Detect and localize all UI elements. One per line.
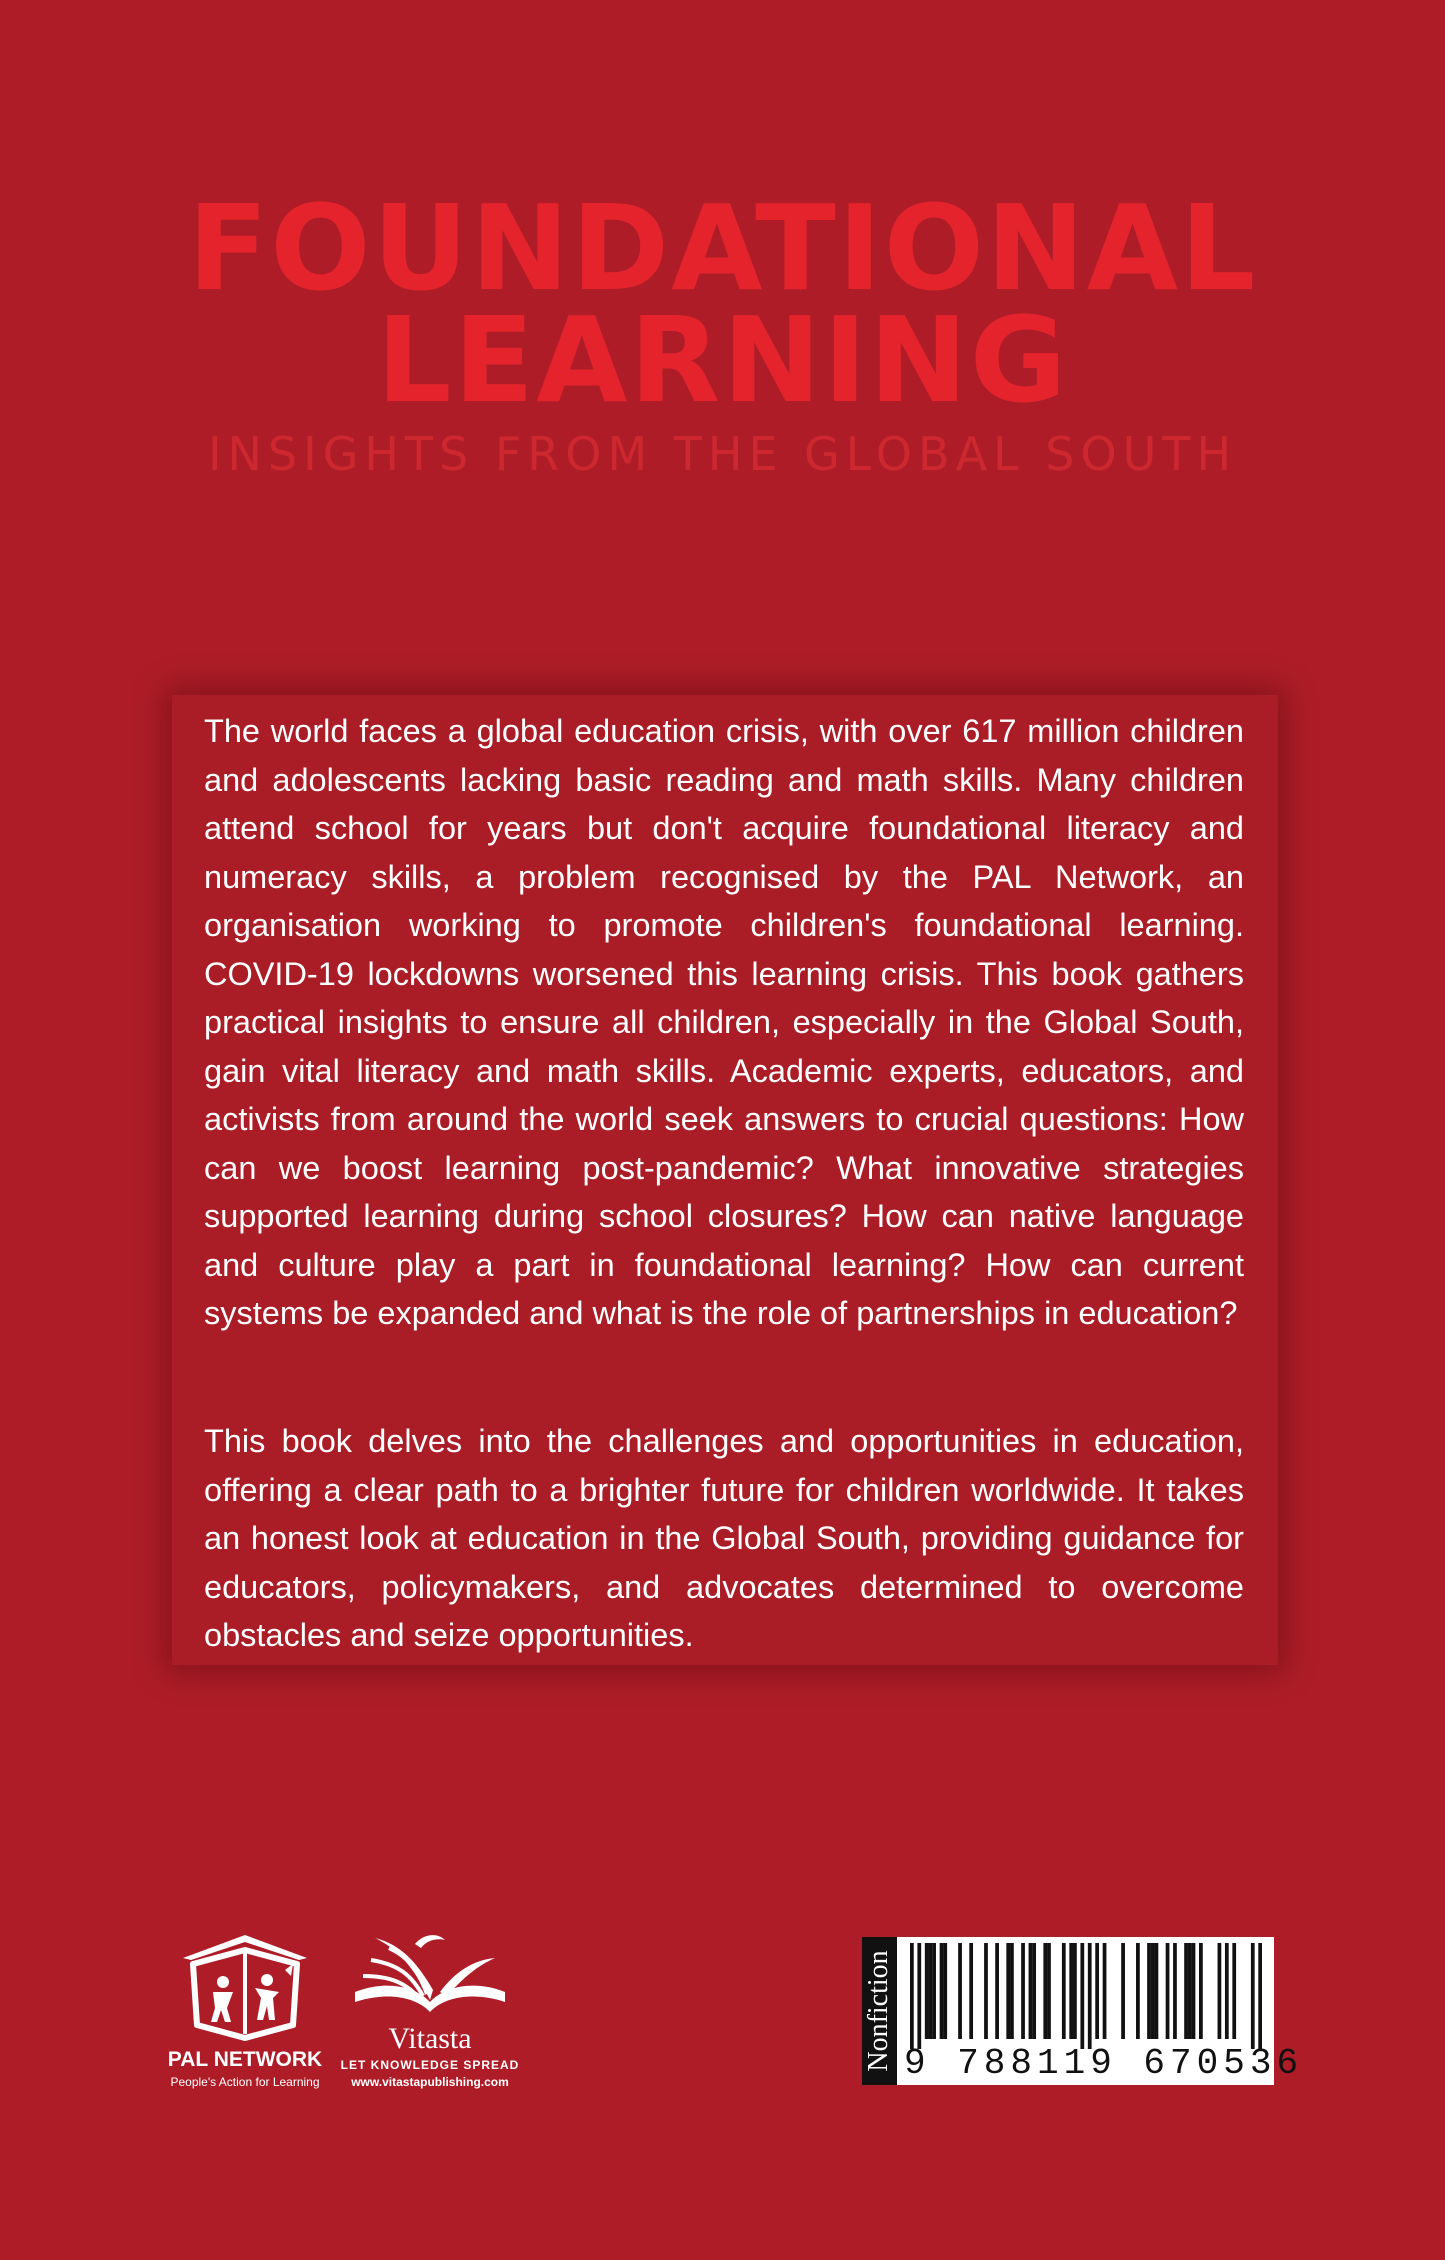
barcode-bar xyxy=(995,1943,999,2039)
barcode-bar xyxy=(1251,1943,1255,2049)
barcode-bar xyxy=(1188,1943,1192,2039)
barcode-bar xyxy=(1062,1943,1066,2039)
barcode-bar xyxy=(1088,1943,1092,2049)
barcode-bar xyxy=(940,1943,944,2039)
barcode-bar xyxy=(1103,1943,1107,2039)
title-line-1: FOUNDATIONAL xyxy=(187,179,1258,317)
pal-book-children-icon xyxy=(175,1930,315,2045)
barcode-bar xyxy=(925,1943,929,2039)
barcode-bar xyxy=(958,1943,962,2039)
barcode-bar xyxy=(1173,1943,1177,2039)
barcode-bar xyxy=(1199,1943,1203,2039)
pal-network-logo xyxy=(160,1930,330,2090)
subtitle: INSIGHTS FROM THE GLOBAL SOUTH xyxy=(207,427,1238,481)
blurb-paragraph-1: The world faces a global education crisis, with over 617 million children and adolescents lacking basic reading and math skills. Many children attend school for years but don't acquire foundational literacy and numeracy skills, a problem recognised by the PAL Network, an organisation working to promote children's foundational learning. COVID-19 lockdowns worsened this learning crisis. This book gathers practical insights to ensure all children, especially in the Global South, gain vital literacy and math skills. Academic experts, educators, and activists from around the world seek answers to crucial questions: How can we boost learning post-pandemic? What innovative strategies supported learning during school closures? How can native language and culture play a part in foundational learning? How can current systems be expanded and what is the role of partnerships in education? xyxy=(204,713,1244,1331)
barcode-bar xyxy=(984,1943,988,2039)
barcode-bar xyxy=(929,1943,933,2039)
barcode-bar xyxy=(1151,1943,1155,2039)
blurb-paragraph-2: This book delves into the challenges and opportunities in education, offering a clear path to a brighter future for children worldwide. It takes an honest look at education in the Global South, providing guidance for educators, policymakers, and advocates determined to overcome obstacles and seize opportunities. xyxy=(204,1423,1244,1653)
barcode-bar xyxy=(1032,1943,1036,2039)
isbn-barcode xyxy=(862,1937,1304,2085)
genre-label: Nonfiction xyxy=(863,1950,894,2072)
vitasta-logo xyxy=(335,1930,525,2095)
barcode-bar xyxy=(1047,1943,1051,2039)
barcode-bar xyxy=(1080,1943,1084,2049)
barcode-bar xyxy=(910,1943,914,2049)
barcode-bar xyxy=(1029,1943,1033,2039)
open-book-logo-icon xyxy=(345,1930,515,2025)
barcode-bar xyxy=(1095,1943,1099,2039)
barcode-bar xyxy=(969,1943,973,2039)
barcode-bar xyxy=(1166,1943,1170,2039)
barcode-bar xyxy=(1006,1943,1010,2039)
vitasta-url: www.vitastapublishing.com xyxy=(351,2075,509,2089)
barcode-bar xyxy=(1218,1943,1222,2039)
barcode-bar xyxy=(1147,1943,1151,2039)
barcode-bar xyxy=(1073,1943,1077,2039)
title-line-2: LEARNING xyxy=(376,291,1069,429)
barcode-bar xyxy=(917,1943,921,2049)
barcode-bar xyxy=(943,1943,947,2039)
vitasta-tagline: LET KNOWLEDGE SPREAD xyxy=(340,2058,520,2072)
vitasta-name: Vitasta xyxy=(388,2022,472,2055)
isbn-number: 9 788119 670536 xyxy=(904,2043,1304,2084)
pal-network-tagline: People's Action for Learning xyxy=(170,2075,320,2089)
barcode-bar xyxy=(1136,1943,1140,2039)
barcode-bar xyxy=(932,1943,936,2039)
barcode-bar xyxy=(1069,1943,1073,2039)
barcode-bar xyxy=(1184,1943,1188,2039)
barcode-bar xyxy=(1043,1943,1047,2039)
barcode-bar xyxy=(1258,1943,1262,2049)
barcode-bar xyxy=(1155,1943,1159,2039)
barcode-bar xyxy=(1232,1943,1236,2039)
barcode-bar xyxy=(1010,1943,1014,2039)
barcode-bar xyxy=(1192,1943,1196,2039)
barcode-bars xyxy=(910,1943,1262,2049)
barcode-bar xyxy=(1021,1943,1025,2039)
barcode-bar xyxy=(1121,1943,1125,2039)
blurb-panel xyxy=(172,695,1278,1665)
barcode-bar xyxy=(1225,1943,1229,2039)
genre-strip xyxy=(862,1937,897,2085)
pal-network-name: PAL NETWORK xyxy=(167,2048,323,2071)
